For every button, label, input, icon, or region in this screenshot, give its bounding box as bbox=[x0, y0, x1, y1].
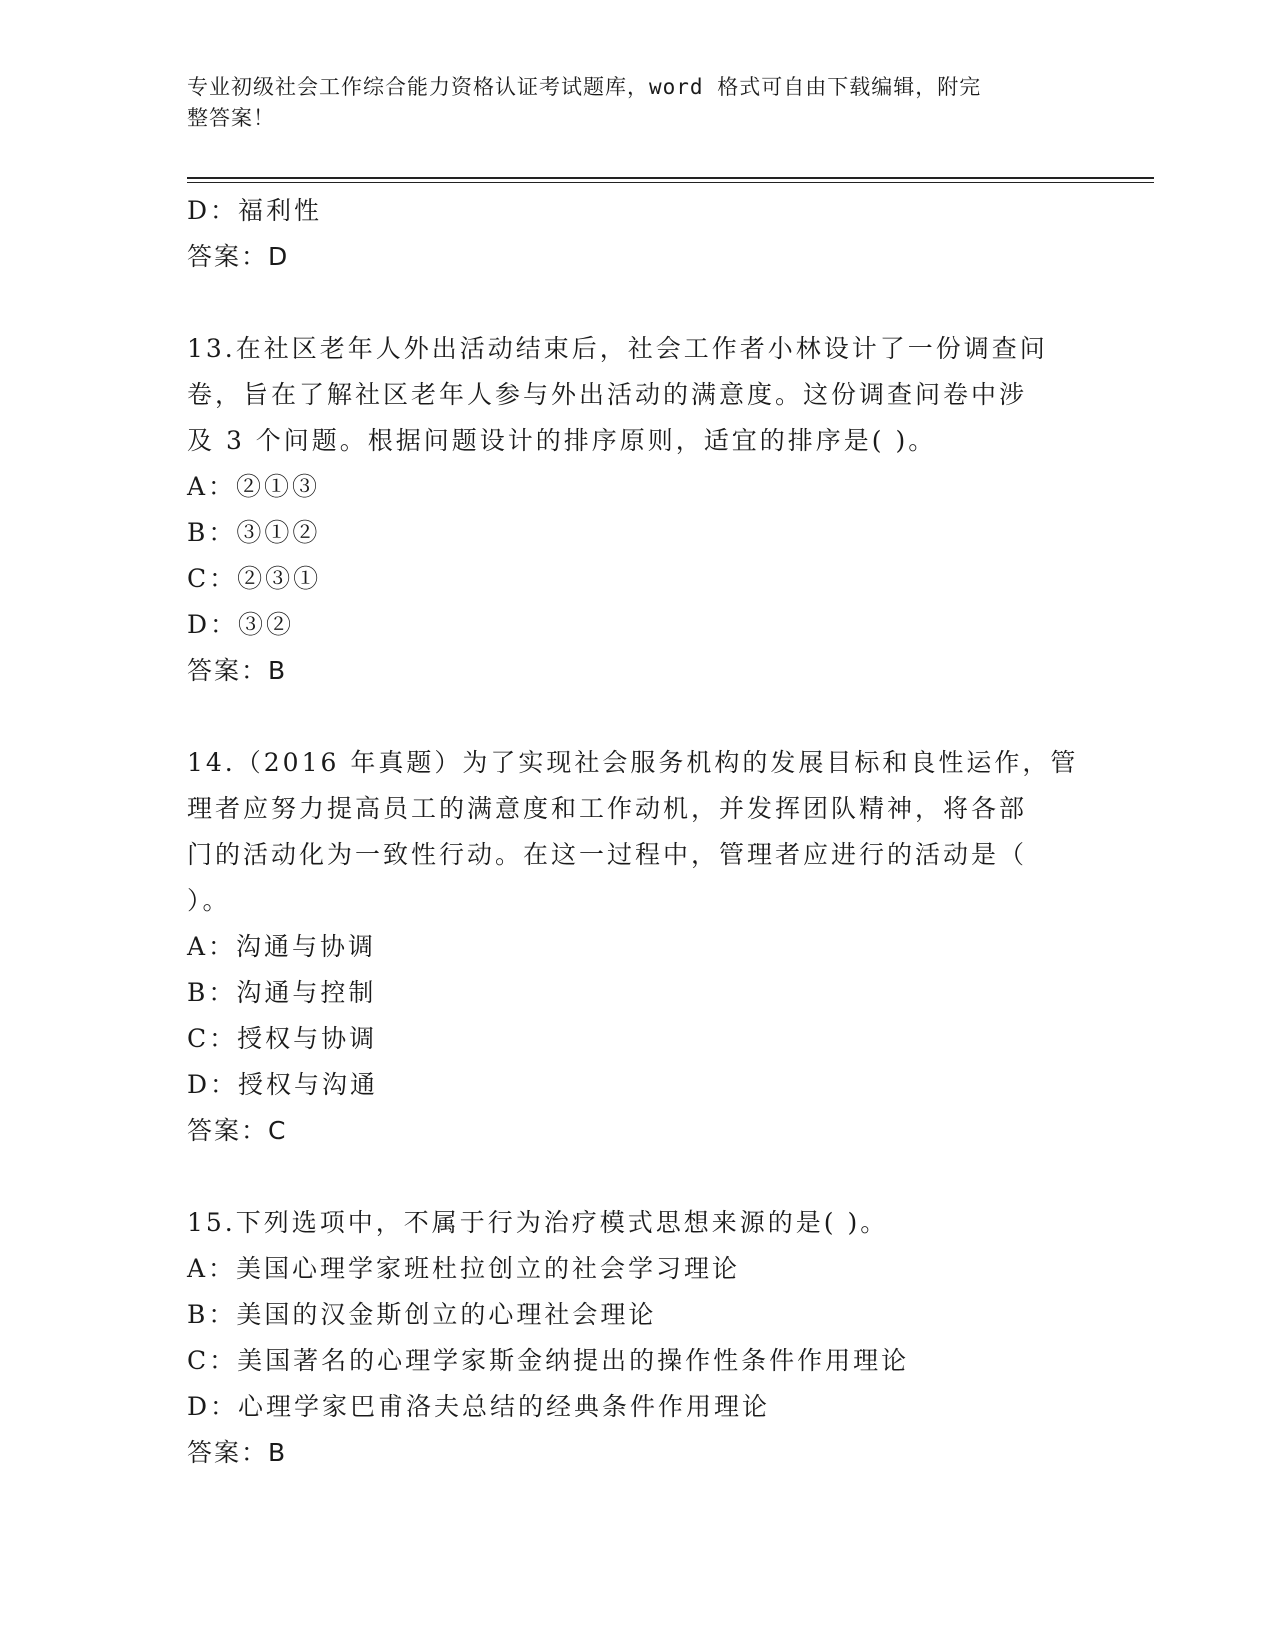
option-d: D：授权与沟通 bbox=[187, 1070, 379, 1099]
option-a: A：美国心理学家班杜拉创立的社会学习理论 bbox=[187, 1254, 741, 1283]
header-divider-thick bbox=[187, 177, 1154, 179]
spacer bbox=[187, 280, 1087, 326]
header-line-2: 整答案！ bbox=[187, 106, 275, 130]
option-d: D：心理学家巴甫洛夫总结的经典条件作用理论 bbox=[187, 1392, 771, 1421]
option-b: B：美国的汉金斯创立的心理社会理论 bbox=[187, 1300, 657, 1329]
answer-line: 答案：B bbox=[187, 1438, 288, 1467]
question-15 bbox=[187, 1200, 1087, 1476]
option-b: B：③①② bbox=[187, 518, 321, 547]
spacer bbox=[187, 694, 1087, 740]
option-a: A：②①③ bbox=[187, 472, 321, 501]
option-d: D：福利性 bbox=[187, 196, 323, 225]
option-d: D：③② bbox=[187, 610, 295, 639]
question-14 bbox=[187, 740, 1087, 1154]
question-stem-line: 卷，旨在了解社区老年人参与外出活动的满意度。这份调查问卷中涉 bbox=[187, 380, 1028, 409]
question-13 bbox=[187, 326, 1087, 694]
question-12-tail bbox=[187, 188, 1087, 280]
option-c: C：②③① bbox=[187, 564, 322, 593]
option-b: B：沟通与控制 bbox=[187, 978, 377, 1007]
option-c: C：美国著名的心理学家斯金纳提出的操作性条件作用理论 bbox=[187, 1346, 910, 1375]
header-divider-thin bbox=[187, 182, 1154, 183]
page-header bbox=[187, 72, 1087, 134]
question-stem-line: ）。 bbox=[187, 886, 231, 915]
question-stem-line: 及 3 个问题。根据问题设计的排序原则，适宜的排序是( )。 bbox=[187, 426, 937, 455]
question-stem-line: 15.下列选项中，不属于行为治疗模式思想来源的是( )。 bbox=[187, 1208, 889, 1237]
question-stem-line: 13.在社区老年人外出活动结束后，社会工作者小林设计了一份调查问 bbox=[187, 334, 1048, 363]
question-stem-line: 14.（2016 年真题）为了实现社会服务机构的发展目标和良性运作，管 bbox=[187, 748, 1079, 777]
spacer bbox=[187, 1154, 1087, 1200]
document-body bbox=[187, 188, 1087, 1476]
question-stem-line: 门的活动化为一致性行动。在这一过程中，管理者应进行的活动是（ bbox=[187, 840, 1028, 869]
answer-line: 答案：D bbox=[187, 242, 290, 271]
question-stem-line: 理者应努力提高员工的满意度和工作动机，并发挥团队精神，将各部 bbox=[187, 794, 1028, 823]
answer-line: 答案：C bbox=[187, 1116, 288, 1145]
header-line-1: 专业初级社会工作综合能力资格认证考试题库，word 格式可自由下载编辑，附完 bbox=[187, 75, 982, 99]
option-c: C：授权与协调 bbox=[187, 1024, 378, 1053]
option-a: A：沟通与协调 bbox=[187, 932, 377, 961]
answer-line: 答案：B bbox=[187, 656, 288, 685]
